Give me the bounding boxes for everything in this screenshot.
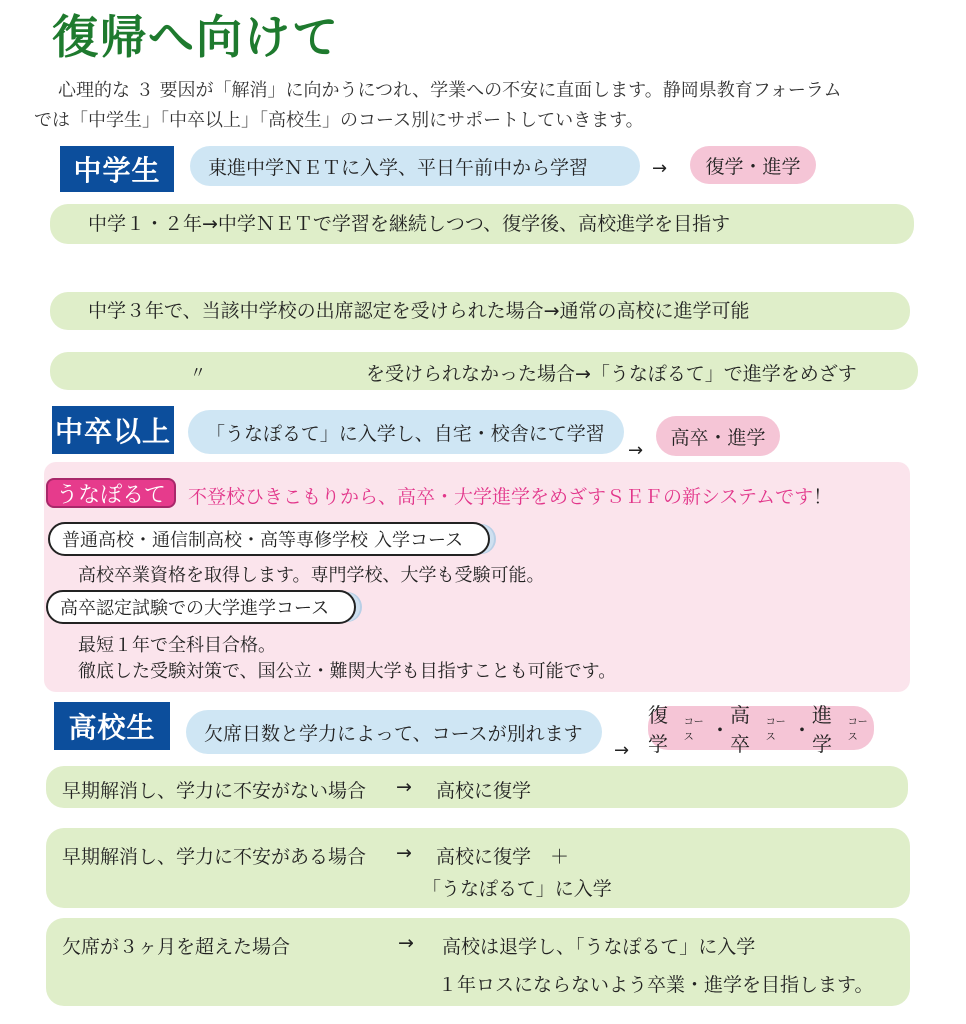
high-result-a: 復学	[648, 703, 668, 756]
course2-pill: 高卒認定試験での大学進学コース	[46, 590, 356, 624]
page-title: 復帰へ向けて	[52, 10, 340, 64]
course2-desc-1: 最短１年で全科目合格。	[78, 635, 276, 656]
junior-bar3-text: を受けられなかった場合→「うなぽるて」で進学をめざす	[366, 363, 857, 385]
high-row3-cond: 欠席が３ヶ月を超えた場合	[62, 936, 291, 958]
graduate-arrow: →	[628, 440, 644, 461]
course1-desc: 高校卒業資格を取得します。専門学校、大学も受験可能。	[78, 565, 545, 586]
high-row3-arrow: →	[398, 932, 414, 954]
course1-pill	[48, 522, 490, 556]
intro-text	[34, 76, 934, 136]
high-row3-result2: １年ロスにならないよう卒業・進学を目指します。	[438, 974, 874, 996]
unaporte-tagline	[188, 482, 832, 509]
high-result-sub-a: コース	[683, 717, 704, 743]
high-row-1	[46, 766, 908, 808]
junior-course-pill: 東進中学ＮＥＴに入学、平日午前中から学習	[190, 146, 640, 186]
junior-result-pill: 復学・進学	[690, 146, 816, 184]
course1-name: 普通高校・通信制高校・高等専修学校	[62, 530, 368, 551]
high-result-dot-2: ・	[792, 717, 812, 742]
high-row-2	[46, 828, 910, 908]
intro-line-2: では「中学生」「中卒以上」「高校生」のコース別にサポートしていきます。	[34, 110, 644, 131]
junior-arrow: →	[652, 158, 668, 179]
unaporte-tagline-text: 不登校ひきこもりから、高卒・大学進学をめざすＳＥＦの新システムです	[188, 486, 814, 508]
junior-section-label: 中学生	[60, 146, 174, 192]
high-arrow: →	[614, 740, 630, 761]
high-result-sub-c: コース	[847, 717, 868, 743]
high-result-sub-b: コース	[765, 717, 786, 743]
junior-bar-grade3-not-approved	[50, 352, 918, 390]
graduate-course-pill: 「うなぽるて」に入学し、自宅・校舎にて学習	[188, 410, 624, 454]
junior-bar-grade12: 中学１・２年→中学ＮＥＴで学習を継続しつつ、復学後、高校進学を目指す	[50, 204, 914, 244]
high-row-3	[46, 918, 910, 1006]
high-result-dot-1: ・	[710, 717, 730, 742]
high-row2-cond: 早期解消し、学力に不安がある場合	[62, 846, 367, 868]
unaporte-tagline-exclaim: ！	[813, 486, 833, 508]
high-row2-result2: 「うなぽるて」に入学	[422, 878, 612, 900]
graduate-section-label: 中卒以上	[52, 406, 174, 454]
high-result-pill	[648, 703, 874, 756]
high-row2-arrow: →	[396, 842, 412, 864]
high-row2-result: 高校に復学 ＋	[436, 846, 570, 868]
course2-desc-2: 徹底した受験対策で、国公立・難関大学も目指すことも可能です。	[78, 661, 617, 682]
high-row1-cond: 早期解消し、学力に不安がない場合	[62, 780, 367, 802]
course1-suffix: 入学コース	[374, 530, 464, 551]
unaporte-panel	[44, 462, 910, 692]
high-row1-arrow: →	[396, 776, 412, 798]
ditto-mark: 〃	[190, 363, 207, 382]
graduate-result-pill: 高卒・進学	[656, 416, 780, 456]
intro-line-1: 心理的な ３ 要因が「解消」に向かうにつれ、学業への不安に直面します。静岡県教育フォーラム	[58, 80, 842, 101]
high-row3-result: 高校は退学し、「うなぽるて」に入学	[442, 936, 756, 958]
high-row1-result: 高校に復学	[436, 780, 532, 802]
high-result-b: 高卒	[730, 703, 750, 756]
unaporte-tag: うなぽるて	[46, 478, 176, 508]
high-result-c: 進学	[812, 703, 832, 756]
high-course-pill: 欠席日数と学力によって、コースが別れます	[186, 710, 602, 754]
junior-bar-grade3-approved: 中学３年で、当該中学校の出席認定を受けられた場合→通常の高校に進学可能	[50, 292, 910, 330]
high-section-label: 高校生	[54, 702, 170, 750]
